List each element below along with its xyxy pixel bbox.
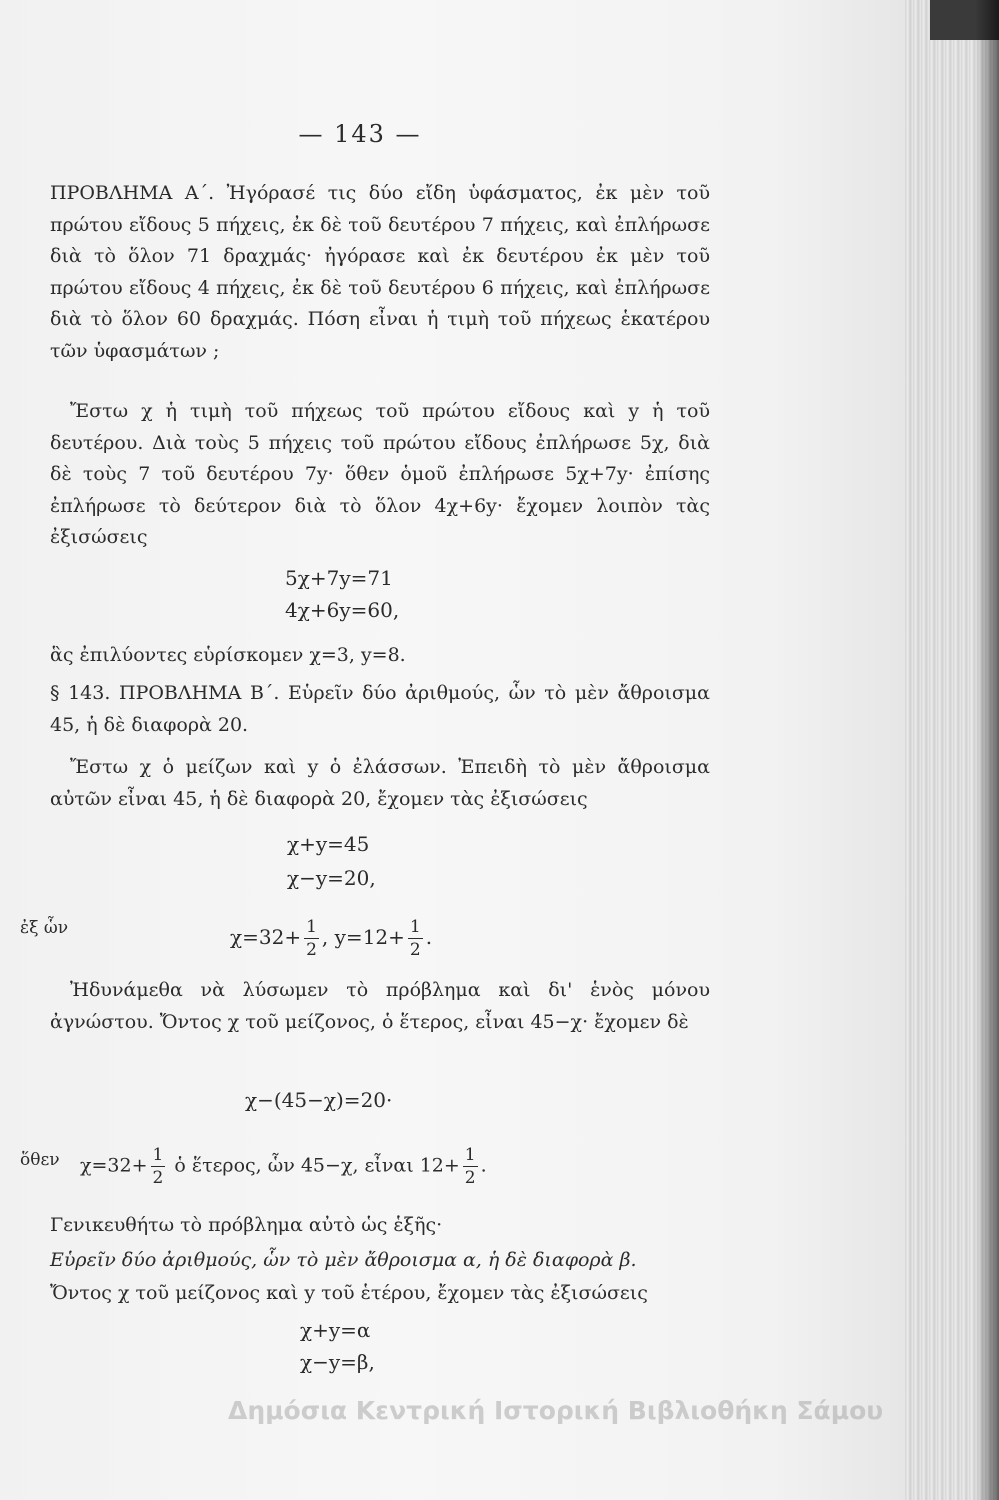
eq5-lead: ὅθεν (20, 1150, 60, 1170)
generalize-line (50, 1210, 710, 1242)
fraction-denominator: 2 (464, 1168, 476, 1188)
problem-a-statement: ΠΡΟΒΛΗΜΑ Α΄. Ἠγόρασέ τις δύο εἴδη ὑφάσματος, ἐκ μὲν τοῦ πρώτου εἴδους 5 πήχεις, ἐκ δὲ τοῦ δευτέρου 7 πήχεις, καὶ ἐπλήρωσε διὰ τὸ ὅλον 71 δραχμάς· ἠγόρασε καὶ ἐκ δευτέρου ἐκ μὲν τοῦ πρώτου εἴδους 4 πήχεις, ἐκ δὲ τοῦ δευτέρου 6 πήχεις, καὶ ἐπλήρωσε διὰ τὸ ὅλον 60 δραχμάς. Πόση εἶναι ἡ τιμὴ τοῦ πήχεως ἑκατέρου τῶν ὑφασμάτων ; (50, 182, 710, 362)
equation-6a: χ+y=α (300, 1318, 371, 1342)
fraction-numerator: 1 (152, 1145, 164, 1165)
fraction-numerator: 1 (306, 917, 317, 937)
equation-2a: χ+y=45 (287, 832, 370, 856)
eq3-end: . (425, 925, 433, 949)
alt-method (50, 975, 710, 1038)
eq5-other: ὁ ἕτερος, ὧν 45−χ, εἶναι 12+ (174, 1154, 460, 1177)
eq3-x: χ=32+ (230, 925, 302, 949)
problem-b-statement: § 143. ΠΡΟΒΛΗΜΑ Β΄. Εὑρεῖν δύο ἀριθμούς, ὧν τὸ μὲν ἄθροισμα 45, ἡ δὲ διαφορὰ 20. (50, 682, 710, 736)
equation-4: χ−(45−χ)=20· (245, 1088, 393, 1112)
fraction-half (304, 916, 319, 961)
fraction-numerator: 1 (409, 917, 421, 937)
equation-1b: 4χ+6y=60, (285, 598, 400, 622)
fraction-half (151, 1144, 166, 1189)
fraction-numerator: 1 (464, 1145, 476, 1165)
equation-6b: χ−y=β, (300, 1350, 375, 1374)
fraction-denominator: 2 (152, 1168, 164, 1188)
result-text: ἃς ἐπιλύοντες εὑρίσκομεν χ=3, y=8. (50, 644, 406, 666)
general-problem-text: Εὑρεῖν δύο ἀριθμούς, ὧν τὸ μὲν ἄθροισμα α, ἡ δὲ διαφορὰ β. (50, 1249, 637, 1271)
eq3-y: , y=12+ (321, 925, 405, 949)
general-solution-text: Ὄντος χ τοῦ μείζονος καὶ y τοῦ ἑτέρου, ἔχομεν τὰς ἐξισώσεις (50, 1282, 648, 1304)
fraction-denominator: 2 (409, 940, 421, 960)
general-solution (50, 1278, 710, 1310)
equation-2b: χ−y=20, (287, 866, 376, 890)
problem-a-text (50, 178, 710, 367)
general-problem (50, 1245, 710, 1277)
fraction-half (408, 916, 423, 961)
problem-b-solution (50, 752, 710, 815)
fraction-denominator: 2 (306, 940, 317, 960)
equation-1a: 5χ+7y=71 (285, 566, 393, 590)
solution-paragraph: Ἔστω χ ἡ τιμὴ τοῦ πήχεως τοῦ πρώτου εἴδους καὶ y ἡ τοῦ δευτέρου. Διὰ τοὺς 5 πήχεις τοῦ πρώτου εἴδους ἐπλήρωσε 5χ, διὰ δὲ τοὺς 7 τοῦ δευτέρου 7y· ὅθεν ὁμοῦ ἐπλήρωσε 5χ+7y· ἐπίσης ἐπλήρωσε τὸ δεύτερον διὰ τὸ ὅλον 4χ+6y· ἔχομεν λοιπὸν τὰς ἐξισώσεις (50, 400, 710, 548)
equation-5 (80, 1144, 487, 1189)
alt-method-paragraph: Ἠδυνάμεθα νὰ λύσωμεν τὸ πρόβλημα καὶ δι' ἑνὸς μόνου ἀγνώστου. Ὄντος χ τοῦ μείζονος, ὁ ἕτερος, εἶναι 45−χ· ἔχομεν δὲ (50, 979, 710, 1033)
eq5-end: . (480, 1154, 487, 1177)
problem-b-paragraph: Ἔστω χ ὁ μείζων καὶ y ὁ ἐλάσσων. Ἐπειδὴ τὸ μὲν ἄθροισμα αὐτῶν εἶναι 45, ἡ δὲ διαφορὰ 20, ἔχομεν τὰς ἐξισώσεις (50, 756, 710, 810)
eq5-x: χ=32+ (80, 1154, 148, 1177)
edge-shadow (975, 0, 999, 1500)
eq3-lead: ἐξ ὧν (20, 918, 69, 938)
equation-3 (230, 916, 432, 961)
fraction-half (463, 1144, 478, 1189)
result-line (50, 640, 710, 672)
page-number: — 143 — (298, 120, 422, 148)
problem-b-text (50, 678, 710, 741)
library-watermark: Δημόσια Κεντρική Ιστορική Βιβλιοθήκη Σάμου (228, 1396, 884, 1425)
generalize-text: Γενικευθήτω τὸ πρόβλημα αὐτὸ ὡς ἑξῆς· (50, 1214, 443, 1236)
problem-a-solution (50, 396, 710, 554)
